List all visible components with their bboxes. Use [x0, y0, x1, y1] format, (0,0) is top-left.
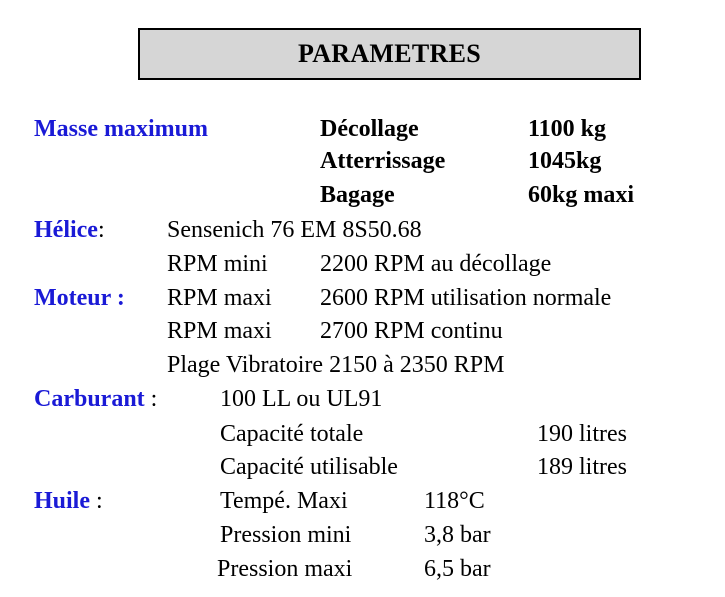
masse-row-name: Décollage — [320, 116, 419, 142]
carburant-label-suffix: : — [144, 386, 158, 412]
huile-label-suffix: : — [90, 488, 103, 514]
moteur-value: 2200 RPM au décollage — [320, 251, 552, 277]
moteur-value: 2600 RPM utilisation normale — [320, 285, 612, 311]
masse-row-name: Atterrissage — [320, 148, 446, 174]
carburant-label: Carburant — [34, 386, 145, 412]
page-title: PARAMETRES — [297, 39, 482, 68]
huile-heading — [34, 486, 103, 516]
huile-row-value: 3,8 bar — [424, 522, 491, 548]
moteur-plage: Plage Vibratoire 2150 à 2350 RPM — [167, 352, 505, 378]
helice-model: Sensenich 76 EM 8S50.68 — [167, 217, 422, 243]
huile-row-value: 118°C — [424, 488, 485, 514]
moteur-param: RPM maxi — [167, 285, 272, 311]
masse-row-value: 1100 kg — [528, 116, 607, 142]
helice-label-suffix: : — [97, 217, 105, 243]
carburant-heading — [34, 384, 157, 414]
moteur-param: RPM mini — [167, 251, 268, 277]
moteur-param: RPM maxi — [167, 318, 272, 344]
helice-label: Hélice — [34, 217, 98, 243]
helice-heading — [34, 215, 105, 245]
moteur-value: 2700 RPM continu — [320, 318, 503, 344]
carburant-row-name: Capacité totale — [220, 421, 364, 447]
huile-row-name: Pression mini — [220, 522, 352, 548]
moteur-label: Moteur : — [34, 285, 125, 311]
masse-row-value: 1045kg — [528, 148, 602, 174]
carburant-row-name: Capacité utilisable — [220, 454, 398, 480]
huile-row-name: Pression maxi — [217, 556, 353, 582]
masse-row-value: 60kg maxi — [528, 182, 635, 208]
masse-label: Masse maximum — [34, 116, 208, 142]
carburant-row-value: 189 litres — [537, 454, 627, 480]
carburant-row-value: 190 litres — [537, 421, 627, 447]
huile-row-value: 6,5 bar — [424, 556, 491, 582]
title-box — [138, 28, 641, 80]
masse-row-name: Bagage — [320, 182, 395, 208]
carburant-type: 100 LL ou UL91 — [220, 386, 383, 412]
huile-row-name: Tempé. Maxi — [220, 488, 348, 514]
huile-label: Huile — [34, 488, 91, 514]
